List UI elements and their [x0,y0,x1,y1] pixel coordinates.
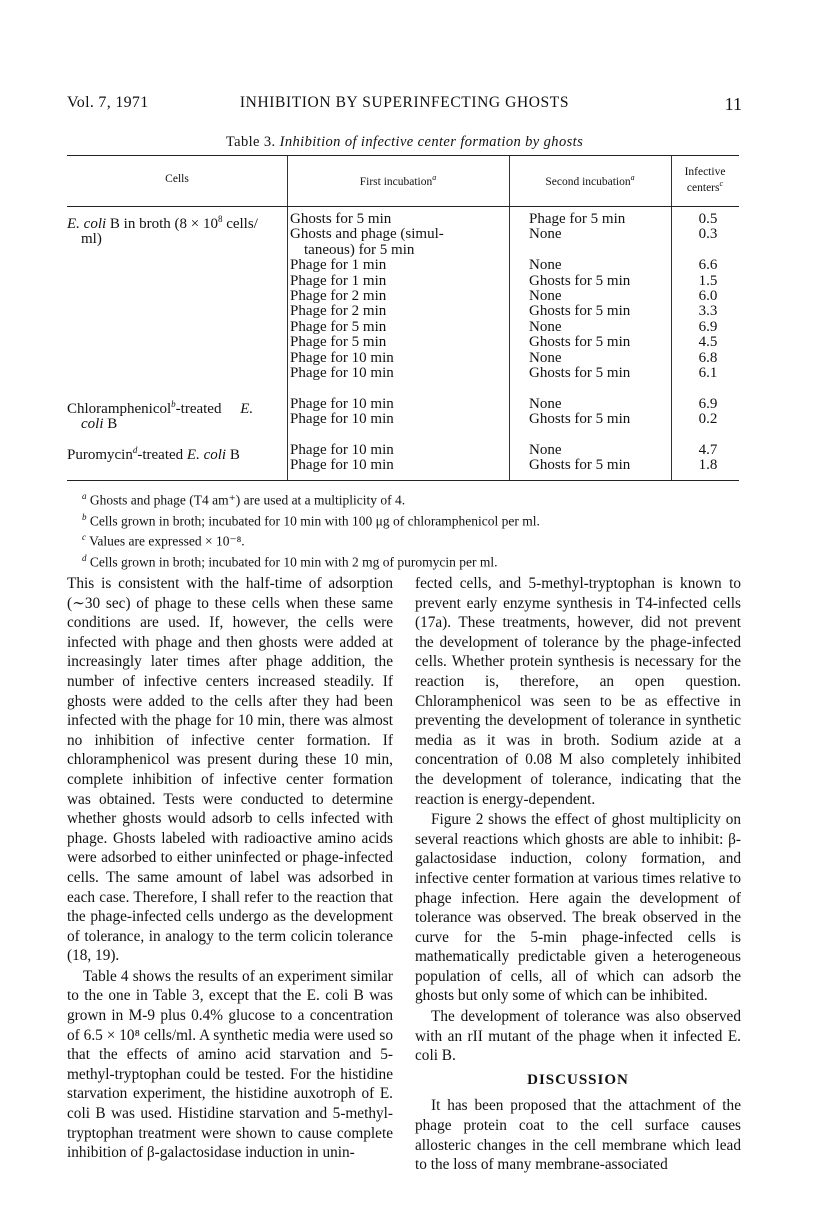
footnote: $^d$ Cells grown in broth; incubated for 10 min with 2 mg of puromycin per ml. [82,552,498,569]
table-3 [67,155,739,481]
table-cell-cells: Chloramphenicol$^b$-treated E. coli B [67,398,254,433]
header-divider [509,156,510,206]
table-cell: None [529,257,562,274]
table-row: Phage for 10 min [290,365,394,381]
table-cell: None [529,395,562,412]
footnote: $^c$ Values are expressed × 10⁻⁸. [82,532,245,549]
table-cell-cells: E. coli B in broth ($8 \times 10^8$ cells/ ml) [67,214,258,248]
table-cell: Ghosts for 5 min [529,457,631,474]
paragraph: The development of tolerance was also observed with an rII mutant of the phage when it infected E. coli B. [415,1008,741,1065]
table-row: Phage for 1 min [290,257,387,274]
table-cell: 6.0 [698,288,718,304]
table-cell: 6.8 [698,349,718,366]
column-divider [671,207,672,480]
table-cell: 1.5 [698,272,718,289]
paragraph: fected cells, and 5-methyl-tryptophan is known to prevent early enzyme synthesis in T4-infected cells (17a). These treatments, however, did not prevent the development of tolerance by the phage-infected cells. Whether protein synthesis is necessary for the reaction is, therefore, an open question. Chloramphenicol was seen to be as effective in preventing the development of tolerance in synthetic media as it was in broth. Sodium azide at a concentration of 0.08 M also completely inhibited the development of tolerance, indicating that the reaction is energy-dependent. [415,575,741,808]
header-divider [671,156,672,206]
table-row: Phage for 2 min [290,288,387,304]
header-first-incubation: First incubation$^a$ [359,173,437,188]
table-cell: Ghosts for 5 min [529,411,631,428]
table-cell: Ghosts for 5 min [529,365,631,381]
table-cell: Phage for 5 min [529,211,626,227]
footnote: $^a$ Ghosts and phage (T4 am⁺) are used at a multiplicity of 4. [82,491,406,508]
table-row: Phage for 10 min [290,442,394,458]
table-cell: Ghosts for 5 min [529,334,631,351]
table-cell: 1.8 [698,457,718,474]
table-caption [67,134,742,151]
paragraph: Table 4 shows the results of an experiment similar to the one in Table 3, except that the E. coli B was grown in M-9 plus 0.4% glucose to a concentration of 6.5 × 10⁸ cells/ml. A synthetic media were used so that the effects of amino acid starvation and 5-methyl-tryptophan could be tested. For the histidine starvation experiment, the histidine auxotroph of E. coli B was used. Histidine starvation and 5-methyl-tryptophan treatment were shown to cause complete inhibition of β-galactosidase induction in unin- [67,967,393,1162]
table-cell-cells: Puromycin$^d$-treated E. coli B [67,445,240,463]
header-divider [287,156,288,206]
journal-volume: Vol. 7, 1971 [67,94,149,111]
table-cell: 6.9 [698,395,718,412]
table-cell: 3.3 [698,303,718,320]
table-row: Phage for 10 min [290,411,394,428]
table-row: Phage for 5 min [290,318,387,335]
body-column-right [415,574,741,1176]
table-row: Phage for 2 min [290,303,387,320]
table-cell: 0.3 [698,226,718,243]
body-column-left [67,574,393,1164]
article-title: INHIBITION BY SUPERINFECTING GHOSTS [239,94,570,111]
footnote: $^b$ Cells grown in broth; incubated for 10 min with 100 μg of chloramphenicol per ml. [82,511,540,528]
table-cell: Ghosts for 5 min [529,272,631,289]
table-row: Phage for 10 min [290,349,394,366]
table-cell: taneous) for 5 min [304,241,415,258]
table-cell: 4.7 [698,442,718,458]
running-head [67,94,742,118]
page-number: 11 [724,94,742,114]
table-cell: 6.9 [698,318,718,335]
column-divider [509,207,510,480]
table-row: Phage for 5 min [290,334,387,351]
table-title: Inhibition of infective center formation by ghosts [279,134,584,150]
table-cell: 6.1 [698,365,718,381]
table-cell: 0.2 [698,411,718,428]
section-heading-discussion: DISCUSSION [527,1071,629,1088]
table-footnotes [82,488,540,570]
table-row: Phage for 10 min [290,457,394,474]
table-cell: None [529,442,562,458]
table-row: Phage for 10 min [290,395,394,412]
table-cell: None [529,318,562,335]
table-row: Ghosts and phage (simul- [290,226,444,243]
header-second-incubation: Second incubation$^a$ [545,173,635,188]
table-body [67,207,739,480]
table-cell: 6.6 [698,257,718,274]
table-cell: None [529,288,562,304]
header-cells: Cells [165,173,189,185]
paragraph: It has been proposed that the attachment of the phage protein coat to the cell surface causes allosteric changes in the cell membrane which lead to the loss of many membrane-associated [415,1097,741,1174]
table-bottom-rule [67,480,739,481]
table-label: Table 3. [225,134,276,150]
header-infective-centers: Infective centers$^c$ [684,166,726,194]
table-header [67,156,739,206]
table-cell: Ghosts for 5 min [529,303,631,320]
paragraph: Figure 2 shows the effect of ghost multiplicity on several reactions which ghosts are able to inhibit: β-galactosidase induction, colony formation, and infective center formation at various times relative to phage infection. Here again the development of tolerance was observed. The break observed in the curve for the 5-min phage-infected cells is mathematically predictable given a heterogeneous population of cells, all of which can adsorb the ghosts but only some of which can be inhibited. [415,811,741,1005]
table-row: Phage for 1 min [290,272,387,289]
table-cell: 0.5 [698,211,718,227]
column-divider [287,207,288,480]
paragraph: This is consistent with the half-time of adsorption (∼30 sec) of phage to these cells when these same conditions are used. If, however, the cells were infected with phage and then ghosts were added at increasingly later times after phage addition, the number of infective centers increased steadily. If ghosts were added to the cells after they had been infected with the phage for 10 min, there was almost no inhibition of infective center formation. If chloramphenicol was present during these 10 min, complete inhibition of infective center formation was obtained. Tests were conducted to determine whether ghosts would adsorb to cells infected with phage. Ghosts labeled with radioactive amino acids were adsorbed to either uninfected or phage-infected cells. The same amount of label was adsorbed in each case. Therefore, I shall refer to the reaction that the phage-infected cells undergo as the development of tolerance, in analogy to the term colicin tolerance (18, 19). [67,575,393,965]
table-cell: None [529,349,562,366]
table-cell: 4.5 [698,334,718,351]
table-cell: None [529,226,562,243]
table-row: Ghosts for 5 min [290,211,392,227]
